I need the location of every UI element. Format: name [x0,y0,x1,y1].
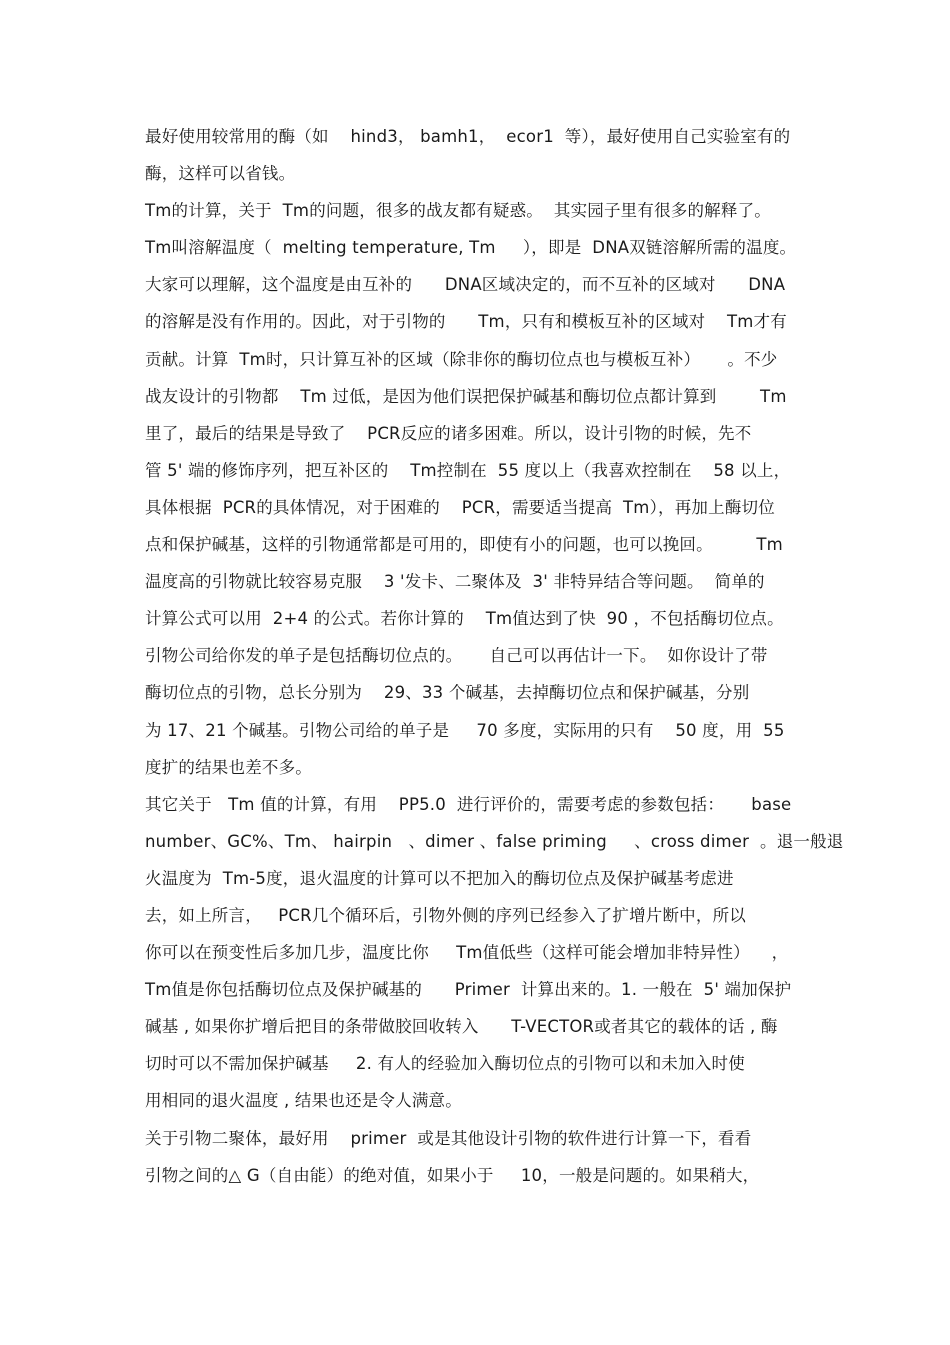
document-body [145,118,844,1194]
text-line: 的溶解是没有作用的。因此，对于引物的 Tm，只有和模板互补的区域对 Tm才有 [145,312,787,332]
text-line: Tm叫溶解温度（ melting temperature, Tm ），即是 DNA双链溶解所需的温度。 [145,238,797,258]
text-line: 碱基 , 如果你扩增后把目的条带做胶回收转入 T-VECTOR或者其它的载体的话 , 酶 [145,1017,778,1037]
text-line: 具体根据 PCR的具体情况，对于困难的 PCR，需要适当提高 Tm），再加上酶切位 [145,497,775,517]
text-line: 战友设计的引物都 Tm 过低，是因为他们误把保护碱基和酶切位点都计算到 Tm [145,386,787,406]
text-line: number、GC%、Tm、 hairpin 、dimer 、false priming 、cross dimer 。退一般退 [145,831,844,851]
text-line: 切时可以不需加保护碱基 2. 有人的经验加入酶切位点的引物可以和未加入时使 [145,1054,745,1074]
text-line: 为 17、21 个碱基。引物公司给的单子是 70 多度，实际用的只有 50 度，用 55 [145,720,785,740]
text-line: 用相同的退火温度 , 结果也还是令人满意。 [145,1091,462,1111]
text-line: 酶，这样可以省钱。 [145,164,296,184]
text-line: 点和保护碱基，这样的引物通常都是可用的，即使有小的问题，也可以挽回。 Tm [145,535,783,555]
text-line: 酶切位点的引物，总长分别为 29、33 个碱基，去掉酶切位点和保护碱基，分别 [145,683,750,703]
text-line: 去，如上所言， PCR几个循环后，引物外侧的序列已经参入了扩增片断中，所以 [145,905,746,925]
text-line: 引物之间的△ G（自由能）的绝对值，如果小于 10，一般是问题的。如果稍大， [145,1165,760,1185]
text-line: 贡献。计算 Tm时，只计算互补的区域（除非你的酶切位点也与模板互补） 。不少 [145,349,778,369]
text-line: 计算公式可以用 2+4 的公式。若你计算的 Tm值达到了快 90 ，不包括酶切位点。 [145,609,784,629]
text-line: 其它关于 Tm 值的计算，有用 PP5.0 进行评价的，需要考虑的参数包括： base [145,794,792,814]
text-line: 度扩的结果也差不多。 [145,757,312,777]
text-line: 火温度为 Tm-5度，退火温度的计算可以不把加入的酶切位点及保护碱基考虑进 [145,868,734,888]
text-line: 你可以在预变性后多加几步，温度比你 Tm值低些（这样可能会增加非特异性） ， [145,943,789,963]
text-line: 里了，最后的结果是导致了 PCR反应的诸多困难。所以，设计引物的时候，先不 [145,423,752,443]
text-line: Tm值是你包括酶切位点及保护碱基的 Primer 计算出来的。1. 一般在 5' 端加保护 [145,980,792,1000]
text-line: 大家可以理解，这个温度是由互补的 DNA区域决定的，而不互补的区域对 DNA [145,275,786,295]
text-line: 关于引物二聚体，最好用 primer 或是其他设计引物的软件进行计算一下，看看 [145,1128,752,1148]
text-line: 引物公司给你发的单子是包括酶切位点的。 自己可以再估计一下。 如你设计了带 [145,646,768,666]
text-line: 温度高的引物就比较容易克服 3 '发卡、二聚体及 3' 非特异结合等问题。 简单的 [145,572,765,592]
text-line: Tm的计算，关于 Tm的问题，很多的战友都有疑惑。 其实园子里有很多的解释了。 [145,201,771,221]
text-line: 最好使用较常用的酶（如 hind3， bamh1， ecor1 等），最好使用自己实验室有的 [145,127,791,146]
text-line: 管 5' 端的修饰序列，把互补区的 Tm控制在 55 度以上（我喜欢控制在 58 以上， [145,460,791,480]
